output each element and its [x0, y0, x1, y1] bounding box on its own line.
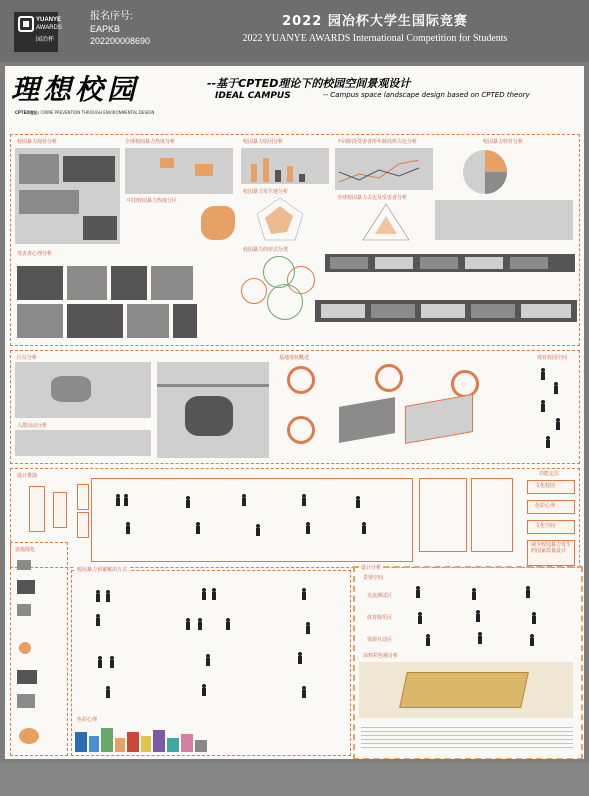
radius-ring [287, 366, 315, 394]
victim-photo [17, 266, 63, 300]
competition-header [0, 0, 589, 62]
competition-title-cn: 2022 园冶杯大学生国际竞赛 [282, 14, 468, 29]
person-icon [301, 494, 307, 506]
section-label: 全球校园暴力占比及受害者分析 [337, 195, 408, 201]
person-icon [123, 494, 129, 506]
zone-label: 资源互动区 [367, 637, 393, 643]
facility-icon [17, 560, 31, 570]
section-label: 功能定位 [539, 471, 560, 477]
person-icon [195, 522, 201, 534]
film-frame [421, 304, 465, 318]
film-frame [521, 304, 571, 318]
person-icon [201, 684, 207, 696]
section-label: 中国校园暴力热度分区 [127, 198, 178, 204]
pie-chart-features [461, 148, 509, 196]
section-label: 校园暴力的形式分类 [243, 247, 289, 253]
film-frame [330, 257, 368, 269]
function-item: 色彩心理 [535, 503, 556, 509]
section-label: 涂鸦彩色墙分析 [363, 653, 399, 659]
registration-info [90, 11, 150, 47]
facility-icon [17, 670, 37, 684]
derivation-box [53, 492, 67, 528]
person-icon [95, 590, 101, 602]
person-icon [415, 586, 421, 598]
person-icon [301, 686, 307, 698]
activity-chart [15, 430, 151, 456]
facility-icon [19, 728, 39, 744]
person-icon [109, 656, 115, 668]
logo-awards: AWARDS [36, 25, 62, 31]
person-icon [211, 588, 217, 600]
facility-icon [17, 694, 35, 708]
yuanye-logo [14, 12, 62, 52]
chart-bar [299, 174, 305, 182]
person-icon [95, 614, 101, 626]
world-map [125, 148, 233, 194]
section-label: 不同阶段受害者所年龄段所占比分析 [337, 139, 418, 145]
section-label: 全球校园暴力热度分析 [125, 139, 176, 145]
person-icon [305, 622, 311, 634]
poster-title: 理想校园 [11, 73, 140, 106]
section-label: 色彩心理 [77, 717, 98, 723]
graffiti-wall [399, 672, 529, 708]
competition-title [190, 10, 560, 44]
person-icon [475, 610, 481, 622]
poster-subtitle-en: -- Campus space landscape design based on CPTED theory [323, 91, 530, 99]
derivation-box [77, 512, 89, 538]
section-label: 区位分析 [17, 355, 38, 361]
victim-photo [17, 304, 63, 338]
news-photo [63, 156, 115, 182]
person-icon [305, 522, 311, 534]
person-icon [201, 588, 207, 600]
person-icon [471, 588, 477, 600]
person-icon [540, 368, 546, 380]
person-icon [477, 632, 483, 644]
person-icon [555, 418, 561, 430]
poster-subtitle: --基于CPTED理论下的校园空间景观设计 [207, 77, 411, 90]
facility-icon [17, 580, 35, 594]
section-label: 设施演化 [15, 547, 36, 553]
victim-photo [111, 266, 147, 300]
section-label: 人群活动分析 [17, 423, 48, 429]
chart-bar [251, 164, 257, 182]
intro-text: CRIME PREVENTION THROUGH ENVIRONMENTAL DESIGN [40, 110, 155, 115]
radar-chart-locations [255, 196, 305, 242]
section-label: 校园暴力发生地分析 [243, 189, 289, 195]
person-icon [241, 494, 247, 506]
bubble-diagram [241, 278, 267, 304]
cpted-intro [15, 110, 580, 116]
person-icon [297, 652, 303, 664]
landscape-notes [361, 724, 573, 748]
logo-cn: 园冶杯 [36, 37, 55, 43]
victim-photo [173, 304, 197, 338]
zone-label: 交流测试区 [367, 593, 393, 599]
feature-table [435, 200, 573, 240]
footer-bar [0, 762, 589, 796]
triangle-chart [361, 202, 411, 242]
person-icon [185, 496, 191, 508]
section-label: 校园暴力特征分析 [483, 139, 524, 145]
person-icon [553, 382, 559, 394]
section-label: 受害者心理分析 [17, 251, 53, 257]
section-label: 基地现状概述 [279, 355, 310, 361]
site-road [157, 384, 269, 387]
person-icon [125, 522, 131, 534]
person-icon [205, 654, 211, 666]
function-list [471, 478, 513, 552]
film-frame [510, 257, 548, 269]
film-frame [375, 257, 413, 269]
chart-bar [263, 158, 269, 182]
person-icon [425, 634, 431, 646]
radius-ring [375, 364, 403, 392]
reg-code: EAPKB [90, 24, 121, 34]
person-icon [529, 634, 535, 646]
film-frame [465, 257, 503, 269]
color-bars [75, 724, 235, 752]
person-icon [105, 686, 111, 698]
derivation-flow [91, 478, 413, 562]
film-frame [371, 304, 415, 318]
function-list [419, 478, 467, 552]
map-hotspot [160, 158, 174, 168]
victim-photo [151, 266, 193, 300]
person-icon [255, 524, 261, 536]
section-label: 设计分析 [361, 565, 382, 571]
person-icon [97, 656, 103, 668]
person-icon [301, 588, 307, 600]
chart-bar [287, 166, 293, 182]
person-icon [225, 618, 231, 630]
derivation-box [77, 484, 89, 510]
film-frame [321, 304, 365, 318]
line-chart-lines [339, 152, 429, 188]
victim-photo [67, 266, 107, 300]
person-icon [115, 494, 121, 506]
victim-photo [127, 304, 169, 338]
person-icon [545, 436, 551, 448]
radius-ring [287, 416, 315, 444]
heart-icon [19, 642, 31, 654]
site-block [185, 396, 233, 436]
section-label: 校园暴力预案解决方式 [77, 567, 128, 573]
person-icon [355, 496, 361, 508]
person-icon [361, 522, 367, 534]
reg-number: 202200008690 [90, 36, 151, 46]
section-label: 校园暴力原因分析 [243, 139, 284, 145]
logo-name: YUANYE [36, 17, 62, 23]
person-icon [531, 612, 537, 624]
person-icon [185, 618, 191, 630]
poster-title-en: IDEAL CAMPUS [215, 91, 291, 101]
person-icon [540, 400, 546, 412]
chart-bar [275, 170, 281, 182]
china-map [201, 206, 235, 240]
bubble-diagram [267, 284, 303, 320]
victim-photo [67, 304, 123, 338]
news-photo [83, 216, 117, 240]
function-item: 文化空间 [535, 523, 556, 529]
person-icon [197, 618, 203, 630]
zone-label: 体育娱乐区 [367, 615, 393, 621]
logo-mark-icon [18, 16, 34, 32]
competition-title-en: 2022 YUANYE AWARDS International Competition for Students [242, 33, 508, 44]
section-label: 现有校园空间 [537, 355, 568, 361]
facility-icon [17, 604, 31, 616]
poster-board [5, 66, 584, 759]
intro-label: CPTED理论: [15, 110, 40, 115]
person-icon [525, 586, 531, 598]
function-item: 减少校园暴力发生的国家质量设计 [531, 542, 572, 554]
reg-label: 报名序号: [90, 11, 133, 22]
news-photo [19, 190, 79, 214]
location-region [51, 376, 91, 402]
person-icon [105, 590, 111, 602]
map-hotspot [195, 164, 213, 176]
radius-ring [451, 370, 479, 398]
section-label: 景观空间 [363, 575, 384, 581]
derivation-box [29, 486, 45, 532]
film-frame [471, 304, 515, 318]
section-label: 设计推演 [17, 473, 38, 479]
news-photo [19, 154, 59, 184]
film-frame [420, 257, 458, 269]
function-item: 文化校园 [535, 483, 556, 489]
section-label: 校园暴力现状分析 [17, 139, 58, 145]
person-icon [417, 612, 423, 624]
